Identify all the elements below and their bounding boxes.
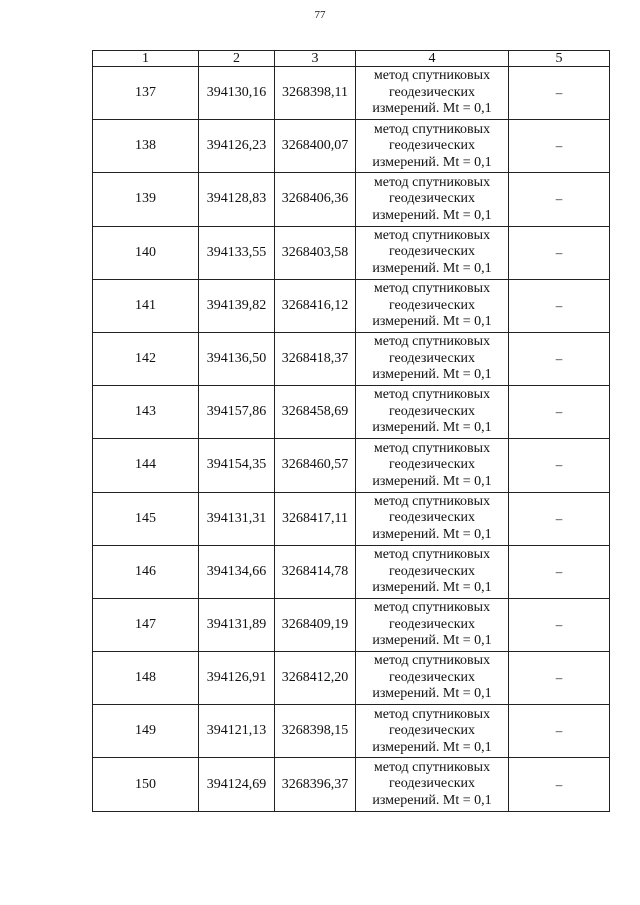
table-row xyxy=(93,332,610,385)
method-cell xyxy=(356,173,509,226)
table-row xyxy=(93,120,610,173)
note-cell: – xyxy=(509,652,610,705)
method-line-3: измерений. Mt = 0,1 xyxy=(372,526,492,542)
point-number-cell: 138 xyxy=(93,120,199,173)
x-coordinate-cell: 394136,50 xyxy=(199,332,275,385)
method-line-1: метод спутниковых xyxy=(373,121,491,137)
method-line-1: метод спутниковых xyxy=(373,227,491,243)
method-cell xyxy=(356,120,509,173)
page-number: 77 xyxy=(314,9,326,21)
point-number-cell: 150 xyxy=(93,758,199,811)
y-coordinate-cell: 3268418,37 xyxy=(275,332,356,385)
x-coordinate-cell: 394126,91 xyxy=(199,652,275,705)
note-cell: – xyxy=(509,120,610,173)
note-cell: – xyxy=(509,67,610,120)
method-line-2: геодезических xyxy=(388,84,475,100)
method-line-2: геодезических xyxy=(388,563,475,579)
point-number-cell: 146 xyxy=(93,545,199,598)
y-coordinate-cell: 3268400,07 xyxy=(275,120,356,173)
table-row xyxy=(93,492,610,545)
note-cell: – xyxy=(509,705,610,758)
point-number-cell: 144 xyxy=(93,439,199,492)
method-line-1: метод спутниковых xyxy=(373,547,491,563)
method-cell xyxy=(356,758,509,811)
method-cell xyxy=(356,492,509,545)
y-coordinate-cell: 3268398,11 xyxy=(275,67,356,120)
column-header-3: 3 xyxy=(275,51,356,67)
point-number-cell: 147 xyxy=(93,598,199,651)
method-line-2: геодезических xyxy=(388,191,475,207)
table-row xyxy=(93,439,610,492)
method-line-3: измерений. Mt = 0,1 xyxy=(372,686,492,702)
y-coordinate-cell: 3268412,20 xyxy=(275,652,356,705)
y-coordinate-cell: 3268460,57 xyxy=(275,439,356,492)
method-line-3: измерений. Mt = 0,1 xyxy=(372,792,492,808)
column-header-5: 5 xyxy=(509,51,610,67)
note-cell: – xyxy=(509,226,610,279)
x-coordinate-cell: 394121,13 xyxy=(199,705,275,758)
point-number-cell: 141 xyxy=(93,279,199,332)
column-header-4: 4 xyxy=(356,51,509,67)
point-number-cell: 142 xyxy=(93,332,199,385)
method-line-2: геодезических xyxy=(388,138,475,154)
method-line-2: геодезических xyxy=(388,723,475,739)
point-number-cell: 137 xyxy=(93,67,199,120)
table-row xyxy=(93,598,610,651)
method-line-2: геодезических xyxy=(388,457,475,473)
note-cell: – xyxy=(509,545,610,598)
method-line-1: метод спутниковых xyxy=(373,387,491,403)
method-cell xyxy=(356,439,509,492)
x-coordinate-cell: 394124,69 xyxy=(199,758,275,811)
method-line-3: измерений. Mt = 0,1 xyxy=(372,739,492,755)
point-number-cell: 145 xyxy=(93,492,199,545)
method-line-3: измерений. Mt = 0,1 xyxy=(372,207,492,223)
method-line-1: метод спутниковых xyxy=(373,440,491,456)
table-row xyxy=(93,652,610,705)
method-line-2: геодезических xyxy=(388,776,475,792)
method-cell xyxy=(356,226,509,279)
method-line-2: геодезических xyxy=(388,244,475,260)
method-line-1: метод спутниковых xyxy=(373,759,491,775)
method-line-1: метод спутниковых xyxy=(373,653,491,669)
method-cell xyxy=(356,545,509,598)
method-cell xyxy=(356,332,509,385)
x-coordinate-cell: 394130,16 xyxy=(199,67,275,120)
method-line-2: геодезических xyxy=(388,403,475,419)
x-coordinate-cell: 394154,35 xyxy=(199,439,275,492)
y-coordinate-cell: 3268403,58 xyxy=(275,226,356,279)
x-coordinate-cell: 394128,83 xyxy=(199,173,275,226)
method-line-1: метод спутниковых xyxy=(373,334,491,350)
method-cell xyxy=(356,705,509,758)
y-coordinate-cell: 3268414,78 xyxy=(275,545,356,598)
x-coordinate-cell: 394139,82 xyxy=(199,279,275,332)
note-cell: – xyxy=(509,439,610,492)
column-header-2: 2 xyxy=(199,51,275,67)
table-header-row xyxy=(93,51,610,67)
method-line-3: измерений. Mt = 0,1 xyxy=(372,633,492,649)
table-row xyxy=(93,705,610,758)
method-line-3: измерений. Mt = 0,1 xyxy=(372,101,492,117)
y-coordinate-cell: 3268458,69 xyxy=(275,386,356,439)
method-line-1: метод спутниковых xyxy=(373,493,491,509)
method-cell xyxy=(356,652,509,705)
method-line-3: измерений. Mt = 0,1 xyxy=(372,367,492,383)
method-line-3: измерений. Mt = 0,1 xyxy=(372,473,492,489)
y-coordinate-cell: 3268417,11 xyxy=(275,492,356,545)
method-line-1: метод спутниковых xyxy=(373,706,491,722)
note-cell: – xyxy=(509,598,610,651)
method-cell xyxy=(356,67,509,120)
method-line-2: геодезических xyxy=(388,350,475,366)
method-line-2: геодезических xyxy=(388,669,475,685)
x-coordinate-cell: 394157,86 xyxy=(199,386,275,439)
x-coordinate-cell: 394131,31 xyxy=(199,492,275,545)
method-line-2: геодезических xyxy=(388,616,475,632)
table-body xyxy=(93,67,610,812)
table-row xyxy=(93,386,610,439)
point-number-cell: 143 xyxy=(93,386,199,439)
method-cell xyxy=(356,279,509,332)
x-coordinate-cell: 394131,89 xyxy=(199,598,275,651)
method-line-1: метод спутниковых xyxy=(373,68,491,84)
method-cell xyxy=(356,386,509,439)
method-line-3: измерений. Mt = 0,1 xyxy=(372,314,492,330)
point-number-cell: 149 xyxy=(93,705,199,758)
point-number-cell: 140 xyxy=(93,226,199,279)
method-line-2: геодезических xyxy=(388,297,475,313)
y-coordinate-cell: 3268396,37 xyxy=(275,758,356,811)
table-row xyxy=(93,758,610,811)
method-line-3: измерений. Mt = 0,1 xyxy=(372,420,492,436)
x-coordinate-cell: 394126,23 xyxy=(199,120,275,173)
method-line-3: измерений. Mt = 0,1 xyxy=(372,154,492,170)
column-header-1: 1 xyxy=(93,51,199,67)
y-coordinate-cell: 3268398,15 xyxy=(275,705,356,758)
x-coordinate-cell: 394134,66 xyxy=(199,545,275,598)
note-cell: – xyxy=(509,279,610,332)
note-cell: – xyxy=(509,386,610,439)
method-line-1: метод спутниковых xyxy=(373,600,491,616)
method-line-1: метод спутниковых xyxy=(373,281,491,297)
method-line-3: измерений. Mt = 0,1 xyxy=(372,580,492,596)
y-coordinate-cell: 3268406,36 xyxy=(275,173,356,226)
point-number-cell: 148 xyxy=(93,652,199,705)
table-row xyxy=(93,279,610,332)
note-cell: – xyxy=(509,173,610,226)
note-cell: – xyxy=(509,492,610,545)
method-line-1: метод спутниковых xyxy=(373,174,491,190)
note-cell: – xyxy=(509,332,610,385)
table-row xyxy=(93,545,610,598)
table-row xyxy=(93,67,610,120)
table-row xyxy=(93,226,610,279)
method-line-2: геодезических xyxy=(388,510,475,526)
table-row xyxy=(93,173,610,226)
x-coordinate-cell: 394133,55 xyxy=(199,226,275,279)
y-coordinate-cell: 3268416,12 xyxy=(275,279,356,332)
method-cell xyxy=(356,598,509,651)
point-number-cell: 139 xyxy=(93,173,199,226)
note-cell: – xyxy=(509,758,610,811)
y-coordinate-cell: 3268409,19 xyxy=(275,598,356,651)
coordinates-table xyxy=(92,50,610,812)
method-line-3: измерений. Mt = 0,1 xyxy=(372,260,492,276)
